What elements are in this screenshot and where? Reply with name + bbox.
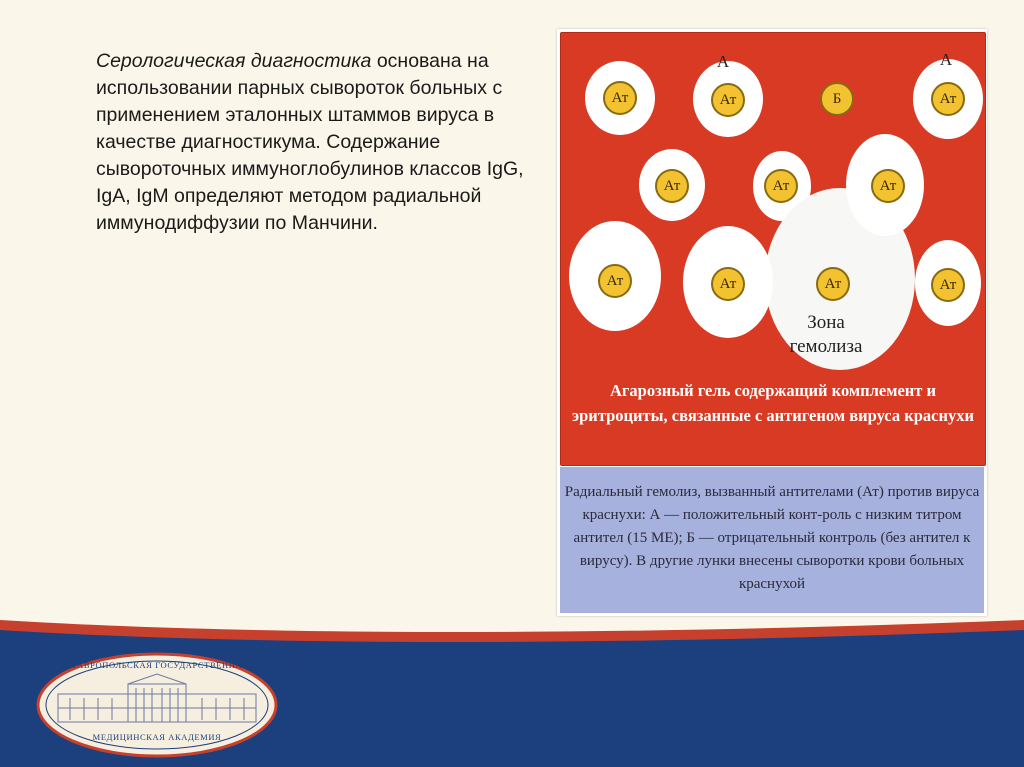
antibody-label: Ат: [719, 91, 737, 108]
logo-top-text: СТАВРОПОЛЬСКАЯ ГОСУДАРСТВЕННАЯ: [65, 660, 249, 670]
antibody-label: Ат: [939, 276, 957, 293]
antibody-label: Ат: [879, 177, 897, 194]
figure-caption-box: [560, 467, 984, 613]
antibody-well: [871, 169, 905, 203]
antibody-well: [764, 169, 798, 203]
slide-body-text: [96, 48, 546, 237]
antibody-well: [603, 81, 637, 115]
antibody-well: [711, 267, 745, 301]
academy-logo: [36, 652, 278, 758]
antibody-label: Ат: [772, 177, 790, 194]
antibody-label: Ат: [939, 90, 957, 107]
body-lead-italic: Серологическая диагностика: [96, 50, 372, 72]
zone-label: Зона гемолиза: [789, 312, 863, 357]
negative-control-well: [820, 82, 854, 116]
body-rest: основана на использовании парных сывороток больных с применением эталонных штаммов вируса в качестве диагностикума. Содержание сывороточных иммуноглобулинов классов IgG, IgA, IgM определяют методом радиальной иммунодиффузии по Манчини.: [96, 50, 524, 234]
positive-marker: А: [939, 50, 953, 69]
antibody-well: [931, 268, 965, 302]
antibody-label: Ат: [611, 89, 629, 106]
gel-caption: Агарозный гель содержащий комплемент и эритроциты, связанные с антигеном вируса краснухи: [572, 381, 974, 425]
antibody-label: Ат: [719, 275, 737, 292]
antibody-well: [816, 267, 850, 301]
antibody-label: Ат: [824, 275, 842, 292]
antibody-well: [931, 82, 965, 116]
agarose-gel: [560, 32, 986, 466]
antibody-well: [598, 264, 632, 298]
negative-label: Б: [832, 90, 842, 107]
figure-caption: Радиальный гемолиз, вызванный антителами (Ат) против вируса краснухи: А — положительный конт-роль с низким титром антител (15 МЕ); Б — отрицательный контроль (без антител к вирусу). В другие лунки внесены сыворотки крови больных краснухой: [564, 484, 980, 592]
antibody-well: [711, 83, 745, 117]
positive-marker: А: [716, 52, 730, 71]
logo-bottom-text: МЕДИЦИНСКАЯ АКАДЕМИЯ: [92, 732, 222, 742]
antibody-label: Ат: [663, 177, 681, 194]
immunodiffusion-figure: [557, 29, 987, 616]
antibody-label: Ат: [606, 272, 624, 289]
antibody-well: [655, 169, 689, 203]
